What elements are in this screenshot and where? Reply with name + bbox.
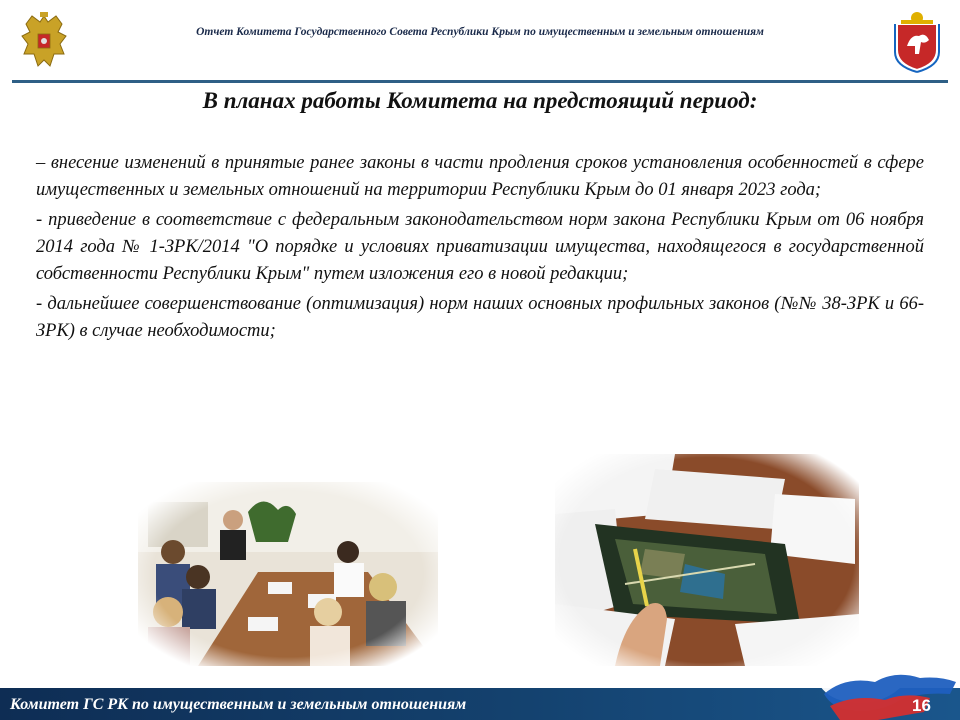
crimea-emblem-icon <box>889 10 945 74</box>
bullet-item: – внесение изменений в принятые ранее законы в части продления сроков установления особенностей в сфере имущественных и земельных отношений на территории Республики Крым до 01 января 2023 года; <box>36 153 924 200</box>
meeting-photo <box>138 482 438 666</box>
crimea-map-icon <box>800 636 960 720</box>
header-title: Отчет Комитета Государственного Совета Республики Крым по имущественным и земельным отношениям <box>196 26 764 38</box>
bullet-item: - дальнейшее совершенствование (оптимизация) норм наших основных профильных законов (№№ 38-ЗРК и 66-ЗРК) в случае необходимости; <box>36 294 924 341</box>
footer-committee-name: Комитет ГС РК по имущественным и земельным отношениям <box>10 696 467 713</box>
bullet-list <box>36 150 924 348</box>
header-divider <box>12 80 948 83</box>
page-number: 16 <box>912 696 931 715</box>
russia-emblem-icon <box>18 10 70 72</box>
bullet-item: - приведение в соответствие с федеральным законодательством норм закона Республики Крым от 06 ноября 2014 года № 1-ЗРК/2014 "О порядке и условиях приватизации имущества, находящегося в государственной собственности Республики Крым" путем изложения его в новой редакции; <box>36 210 924 284</box>
map-document-photo <box>555 454 859 666</box>
page-title: В планах работы Комитета на предстоящий период: <box>202 88 758 113</box>
